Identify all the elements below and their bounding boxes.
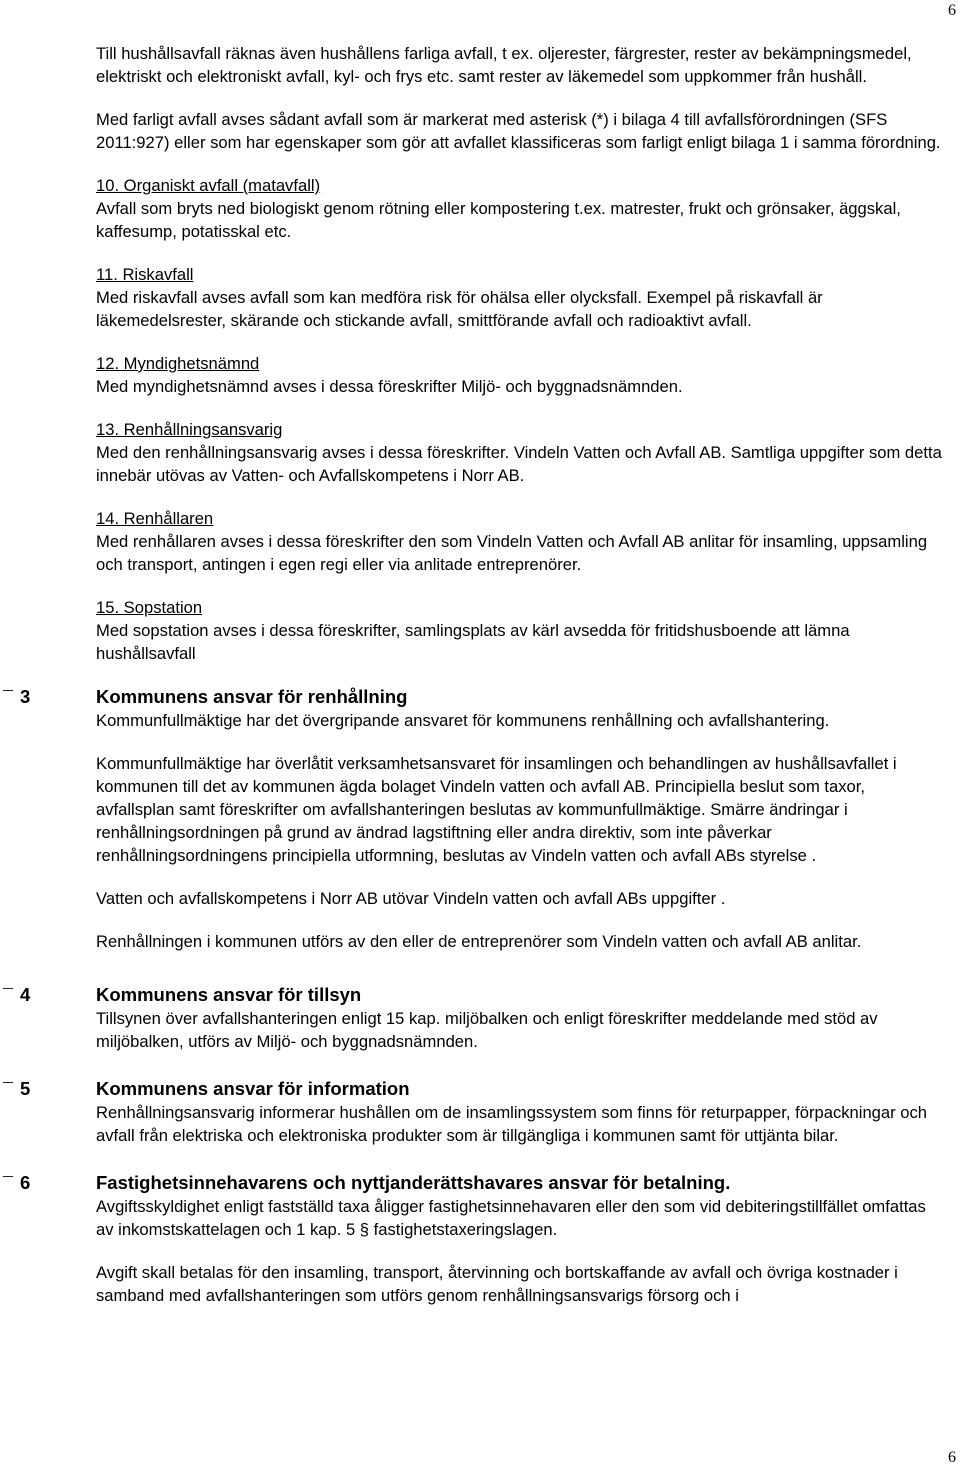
section-marker: ¯ <box>3 688 13 708</box>
definition-term: 11. Riskavfall <box>96 265 194 284</box>
section-number: 6 <box>20 1172 31 1193</box>
section-marker: ¯ <box>3 986 13 1006</box>
definition-term: 15. Sopstation <box>96 598 203 617</box>
definition-term: 10. Organiskt avfall (matavfall) <box>96 176 321 195</box>
definition-12 <box>96 352 946 398</box>
definition-14 <box>96 507 946 576</box>
definition-text: Med renhållaren avses i dessa föreskrifter den som Vindeln Vatten och Avfall AB anlitar för insamling, uppsamling och transport, antingen i egen regi eller via anlitade entreprenörer. <box>96 532 928 574</box>
section-paragraph: Kommunfullmäktige har överlåtit verksamhetsansvaret för insamlingen och behandlingen av hushållsavfallet i kommunen till det av kommunen ägda bolaget Vindeln vatten och avfall AB. Principiella beslut som taxor, avfallsplan samt föreskrifter om avfallshanteringen beslutas av kommunfullmäktige. Smärre ändringar i renhållningsordningen på grund av ändrad lagstiftning eller andra direktiv, som inte påverkar renhållningsordningens principiella utformning, beslutas av Vindeln vatten och avfall ABs styrelse . <box>96 754 897 865</box>
definition-11 <box>96 263 946 332</box>
document-body <box>3 42 946 1307</box>
section-5 <box>3 1077 946 1147</box>
intro-paragraph-1: Till hushållsavfall räknas även hushållens farliga avfall, t ex. oljerester, färgrester, rester av bekämpningsmedel, elektriskt och elektroniskt avfall, kyl- och frys etc. samt rester av läkemedel som uppkommer från hushåll. <box>96 44 912 86</box>
definition-text: Med riskavfall avses avfall som kan medföra risk för ohälsa eller olycksfall. Exempel på riskavfall är läkemedelsrester, skärande och stickande avfall, smittförande avfall och radioaktivt avfall. <box>96 288 823 330</box>
section-paragraph: Renhållningsansvarig informerar hushållen om de insamlingssystem som finns för returpapper, förpackningar och avfall från elektriska och elektroniska produkter som är tillgängliga i kommunen samt för uttjänta bilar. <box>96 1103 928 1145</box>
section-heading: Kommunens ansvar för renhållning <box>96 686 408 707</box>
section-number: 5 <box>20 1078 31 1099</box>
section-3 <box>3 685 946 953</box>
page-number-top: 6 <box>948 2 956 19</box>
section-paragraph: Tillsynen över avfallshanteringen enligt 15 kap. miljöbalken och enligt föreskrifter meddelande med stöd av miljöbalken, utförs av Miljö- och byggnadsnämnden. <box>96 1009 878 1051</box>
section-paragraph: Renhållningen i kommunen utförs av den eller de entreprenörer som Vindeln vatten och avfall AB anlitar. <box>96 932 862 951</box>
definition-10 <box>96 174 946 243</box>
definition-13 <box>96 418 946 487</box>
section-paragraph: Kommunfullmäktige har det övergripande ansvaret för kommunens renhållning och avfallshantering. <box>96 711 830 730</box>
section-number: 3 <box>20 686 31 707</box>
definition-term: 14. Renhållaren <box>96 509 214 528</box>
section-heading: Fastighetsinnehavarens och nyttjanderättshavares ansvar för betalning. <box>96 1172 731 1193</box>
section-heading: Kommunens ansvar för tillsyn <box>96 984 362 1005</box>
definition-text: Med myndighetsnämnd avses i dessa föreskrifter Miljö- och byggnadsnämnden. <box>96 377 683 396</box>
section-6 <box>3 1171 946 1307</box>
definition-term: 13. Renhållningsansvarig <box>96 420 283 439</box>
page-number-bottom: 6 <box>948 1449 956 1466</box>
definition-text: Med sopstation avses i dessa föreskrifter, samlingsplats av kärl avsedda för fritidshusboende att lämna hushållsavfall <box>96 621 850 663</box>
section-marker: ¯ <box>3 1080 13 1100</box>
definition-text: Avfall som bryts ned biologiskt genom rötning eller kompostering t.ex. matrester, frukt och grönsaker, äggskal, kaffesump, potatisskal etc. <box>96 199 901 241</box>
definition-15 <box>96 596 946 665</box>
section-paragraph: Vatten och avfallskompetens i Norr AB utövar Vindeln vatten och avfall ABs uppgifter . <box>96 889 726 908</box>
definition-term: 12. Myndighetsnämnd <box>96 354 260 373</box>
section-marker: ¯ <box>3 1174 13 1194</box>
intro-paragraph-2: Med farligt avfall avses sådant avfall som är markerat med asterisk (*) i bilaga 4 till avfallsförordningen (SFS 2011:927) eller som har egenskaper som gör att avfallet klassificeras som farligt enligt bilaga 1 i samma förordning. <box>96 110 941 152</box>
definition-text: Med den renhållningsansvarig avses i dessa föreskrifter. Vindeln Vatten och Avfall AB. Samtliga uppgifter som detta innebär utövas av Vatten- och Avfallskompetens i Norr AB. <box>96 443 942 485</box>
section-paragraph: Avgiftsskyldighet enligt fastställd taxa åligger fastighetsinnehavaren eller den som vid debiteringstillfället omfattas av inkomstskattelagen och 1 kap. 5 § fastighetstaxeringslagen. <box>96 1197 926 1239</box>
section-number: 4 <box>20 984 31 1005</box>
section-4 <box>3 983 946 1053</box>
section-paragraph: Avgift skall betalas för den insamling, transport, återvinning och bortskaffande av avfall och övriga kostnader i samband med avfallshanteringen som utförs genom renhållningsansvarigs försorg och i <box>96 1263 898 1305</box>
section-heading: Kommunens ansvar för information <box>96 1078 410 1099</box>
